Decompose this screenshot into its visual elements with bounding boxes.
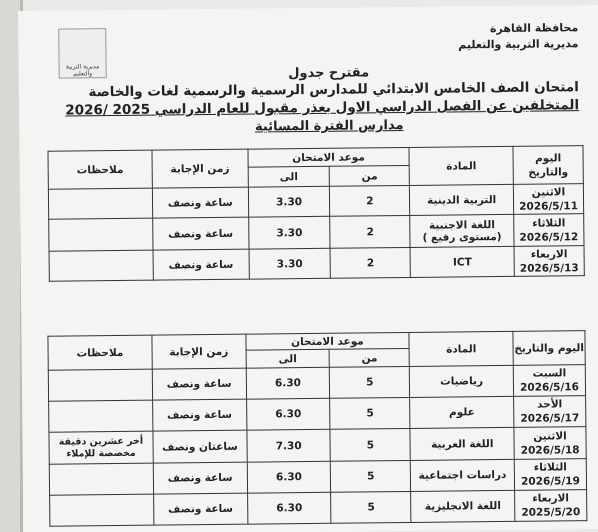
to-cell: 6.30	[246, 367, 330, 399]
governorate-label: محافظة القاهرة	[489, 21, 579, 36]
title-year: المتخلفين عن الفصل الدراسي الاول بعذر مقبول للعام الدراسي 2025 /2026	[65, 97, 580, 119]
subject-cell: رياضيات	[409, 365, 513, 397]
col-time-header: موعد الامتحان	[248, 147, 410, 167]
duration-cell: ساعة ونصف	[153, 217, 249, 250]
col-subject-header: المادة	[409, 331, 513, 366]
subject-cell: ICT	[410, 246, 514, 277]
to-cell: 6.30	[247, 492, 331, 524]
col-notes-header: ملاحظات	[48, 150, 152, 189]
to-cell: 3.30	[248, 186, 330, 217]
duration-cell: ساعة ونصف	[152, 399, 246, 431]
scan-edge	[0, 0, 20, 532]
day-cell: الثلاثاء 2026/5/19	[514, 459, 586, 491]
to-cell: 3.30	[248, 216, 330, 249]
to-cell: 3.30	[249, 248, 331, 279]
from-cell: 5	[330, 366, 410, 398]
directorate-label: مديرية التربية والتعليم	[458, 37, 579, 52]
from-cell: 5	[331, 491, 411, 523]
col-day-header: اليوم والتاريخ	[513, 146, 583, 185]
exam-table-2	[47, 330, 587, 527]
from-cell: 5	[330, 428, 410, 461]
exam-table-1	[47, 145, 584, 282]
subject-cell: دراسات اجتماعية	[410, 459, 514, 491]
table-row	[50, 490, 587, 527]
subject-cell: علوم	[410, 396, 514, 428]
day-cell: الاثنين 2026/5/18	[514, 427, 586, 460]
from-cell: 5	[330, 397, 410, 429]
paper-sheet	[18, 5, 598, 532]
col-from-header: من	[330, 165, 410, 186]
ministry-logo	[58, 28, 107, 78]
duration-cell: ساعة ونصف	[153, 249, 249, 280]
notes-cell: أخر عشرين دقيقة مخصصة للإملاء	[49, 431, 153, 464]
from-cell: 5	[331, 460, 411, 492]
col-to-header: الى	[246, 349, 330, 368]
day-cell: الاربعاء 2025/5/20	[515, 490, 587, 522]
day-cell: الاثنين 2026/5/11	[513, 184, 583, 215]
duration-cell: ساعة ونصف	[153, 493, 247, 525]
subject-cell: التربية الدينية	[410, 184, 514, 215]
notes-cell	[49, 250, 153, 281]
col-time-header: موعد الامتحان	[246, 332, 410, 350]
title-schools: مدارس الفترة المسائية	[254, 118, 404, 135]
to-cell: 6.30	[247, 461, 331, 493]
col-duration-header: زمن الإجابة	[152, 334, 246, 369]
from-cell: 2	[330, 215, 410, 248]
subject-cell: اللغة الاجنبية (مستوى رفيع )	[410, 214, 514, 247]
col-day-header: اليوم والتاريخ	[513, 331, 585, 366]
notes-cell	[49, 218, 153, 251]
duration-cell: ساعة ونصف	[152, 187, 248, 218]
notes-cell	[49, 400, 153, 432]
col-from-header: من	[330, 348, 410, 367]
logo-caption: مديرية التربية والتعليم	[65, 63, 100, 78]
day-cell: الأحد 2026/5/17	[514, 396, 586, 428]
day-cell: السبت 2026/5/16	[513, 365, 585, 397]
col-to-header: الى	[248, 166, 330, 187]
from-cell: 2	[330, 247, 410, 278]
title-exam: امتحان الصف الخامس الابتدائي للمدارس الرسمية والرسمية لغات والخاصة	[88, 79, 579, 101]
from-cell: 2	[330, 185, 410, 216]
table-row	[49, 246, 584, 282]
subject-cell: اللغة الانجليزية	[411, 490, 515, 522]
notes-cell	[48, 188, 152, 219]
to-cell: 7.30	[247, 429, 331, 462]
col-duration-header: زمن الإجابة	[152, 149, 248, 188]
day-cell: الاربعاء 2026/5/13	[514, 246, 584, 277]
duration-cell: ساعتان ونصف	[153, 430, 247, 463]
title-proposal: مقترح جدول	[288, 65, 370, 82]
day-cell: الثلاثاء 2026/5/12	[514, 214, 584, 247]
notes-cell	[48, 369, 152, 401]
to-cell: 6.30	[246, 398, 330, 430]
duration-cell: ساعة ونصف	[153, 462, 247, 494]
notes-cell	[49, 463, 153, 495]
subject-cell: اللغة العربية	[410, 427, 514, 460]
notes-cell	[50, 494, 154, 526]
col-subject-header: المادة	[409, 146, 513, 185]
col-notes-header: ملاحظات	[48, 335, 152, 370]
duration-cell: ساعة ونصف	[152, 368, 246, 400]
